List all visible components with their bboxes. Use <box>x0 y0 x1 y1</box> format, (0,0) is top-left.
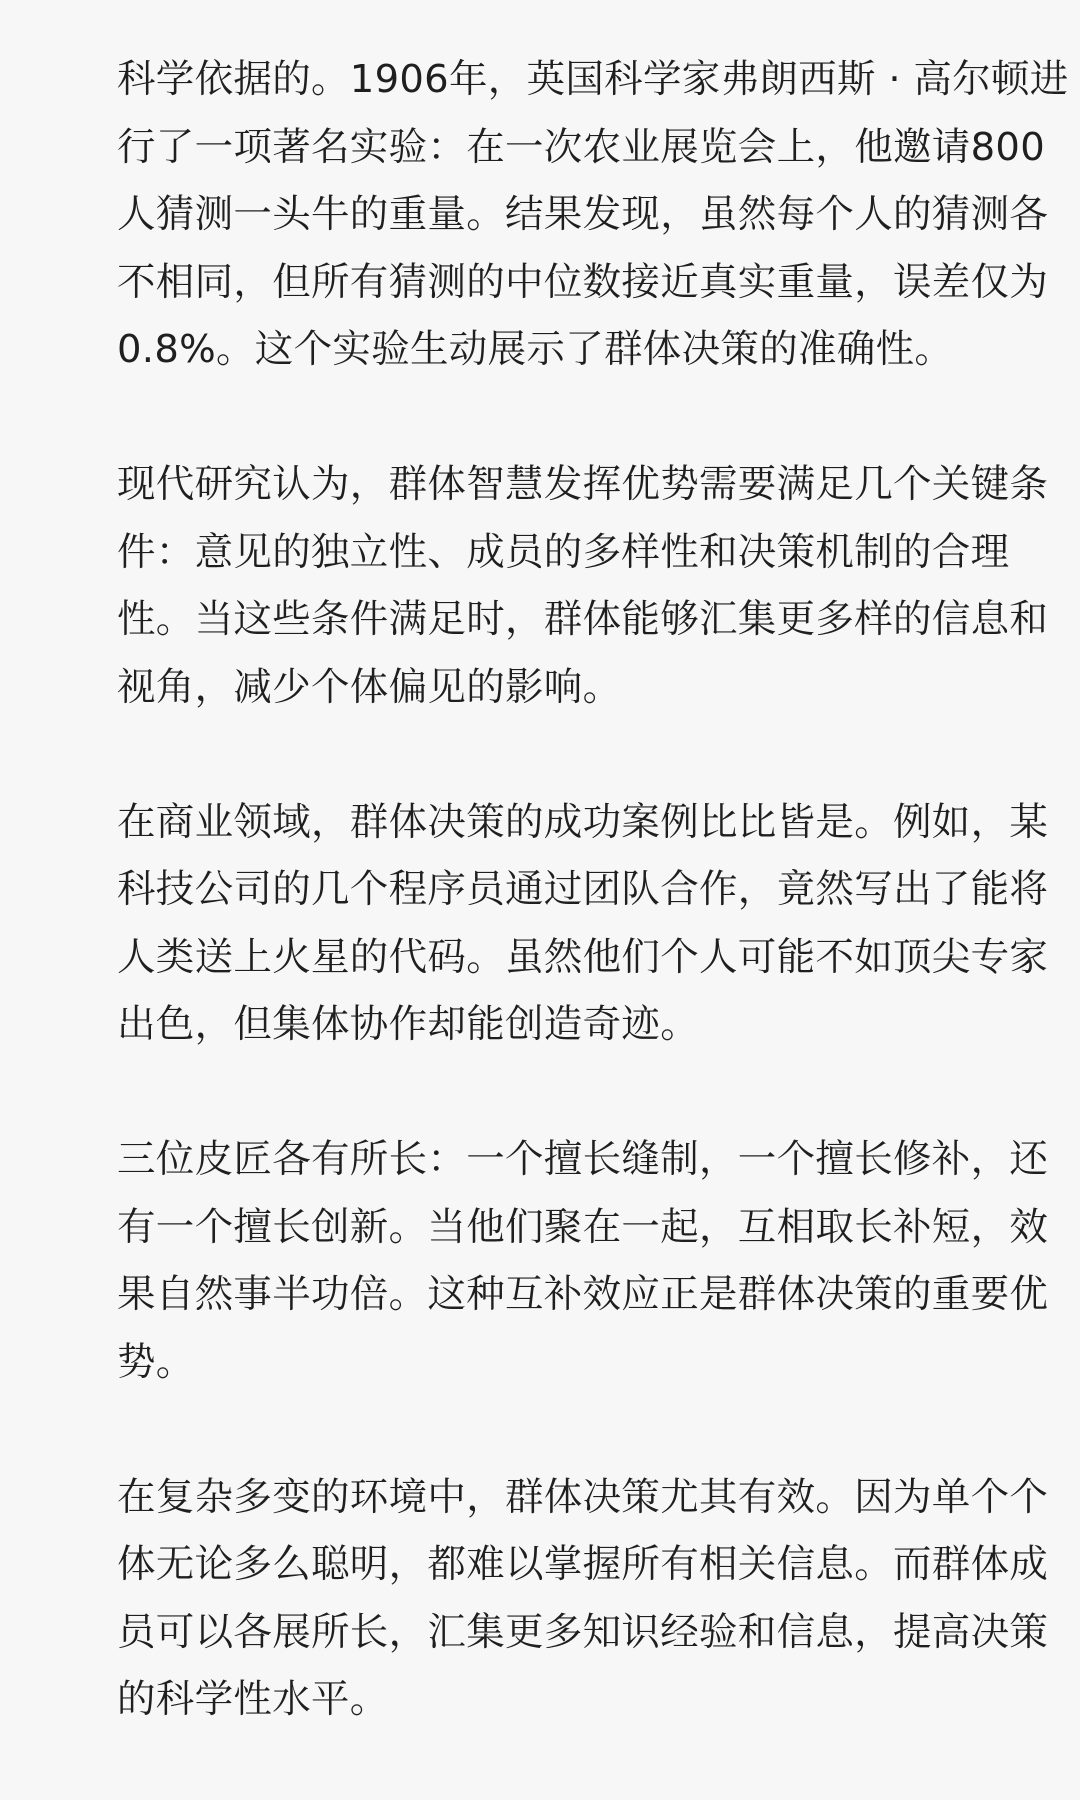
text-line: 行了一项著名实验：在一次农业展览会上，他邀请800 <box>117 124 1045 170</box>
text-line: 现代研究认为，群体智慧发挥优势需要满足几个关键条 <box>117 462 1049 507</box>
text-line: 人类送上火星的代码。虽然他们个人可能不如顶尖专家 <box>117 934 1049 980</box>
text-line: 人猜测一头牛的重量。结果发现，虽然每个人的猜测各 <box>117 192 1049 237</box>
text-line: 科技公司的几个程序员通过团队合作，竟然写出了能将 <box>117 867 1049 912</box>
text-line: 0.8%。这个实验生动展示了群体决策的准确性。 <box>117 327 954 372</box>
text-line: 视角，减少个体偏见的影响。 <box>117 664 622 710</box>
paragraph-2 <box>117 451 1049 721</box>
paragraph-spacer <box>117 1396 1023 1464</box>
text-line: 件：意见的独立性、成员的多样性和决策机制的合理 <box>117 529 1010 575</box>
text-line: 的科学性水平。 <box>117 1677 389 1722</box>
text-line: 不相同，但所有猜测的中位数接近真实重量，误差仅为 <box>117 259 1049 305</box>
text-line: 科学依据的。1906年，英国科学家弗朗西斯 · 高尔顿进 <box>117 57 1069 102</box>
paragraph-spacer <box>117 1059 1023 1127</box>
paragraph-3 <box>117 789 1049 1059</box>
text-line: 果自然事半功倍。这种互补效应正是群体决策的重要优 <box>117 1272 1049 1317</box>
text-line: 有一个擅长创新。当他们聚在一起，互相取长补短，效 <box>117 1204 1049 1250</box>
text-line: 在商业领域，群体决策的成功案例比比皆是。例如，某 <box>117 799 1049 845</box>
paragraph-spacer <box>117 384 1023 452</box>
paragraph-4 <box>117 1126 1049 1396</box>
text-line: 势。 <box>117 1339 195 1385</box>
paragraph-spacer <box>117 721 1023 789</box>
article-body <box>117 46 1069 1734</box>
paragraph-5 <box>117 1464 1049 1734</box>
text-line: 体无论多么聪明，都难以掌握所有相关信息。而群体成 <box>117 1542 1049 1587</box>
text-line: 在复杂多变的环境中，群体决策尤其有效。因为单个个 <box>117 1474 1049 1520</box>
paragraph-1 <box>117 46 1069 384</box>
text-line: 员可以各展所长，汇集更多知识经验和信息，提高决策 <box>117 1609 1049 1655</box>
text-line: 性。当这些条件满足时，群体能够汇集更多样的信息和 <box>117 597 1049 642</box>
text-line: 出色，但集体协作却能创造奇迹。 <box>117 1002 700 1047</box>
text-line: 三位皮匠各有所长：一个擅长缝制，一个擅长修补，还 <box>117 1137 1049 1182</box>
